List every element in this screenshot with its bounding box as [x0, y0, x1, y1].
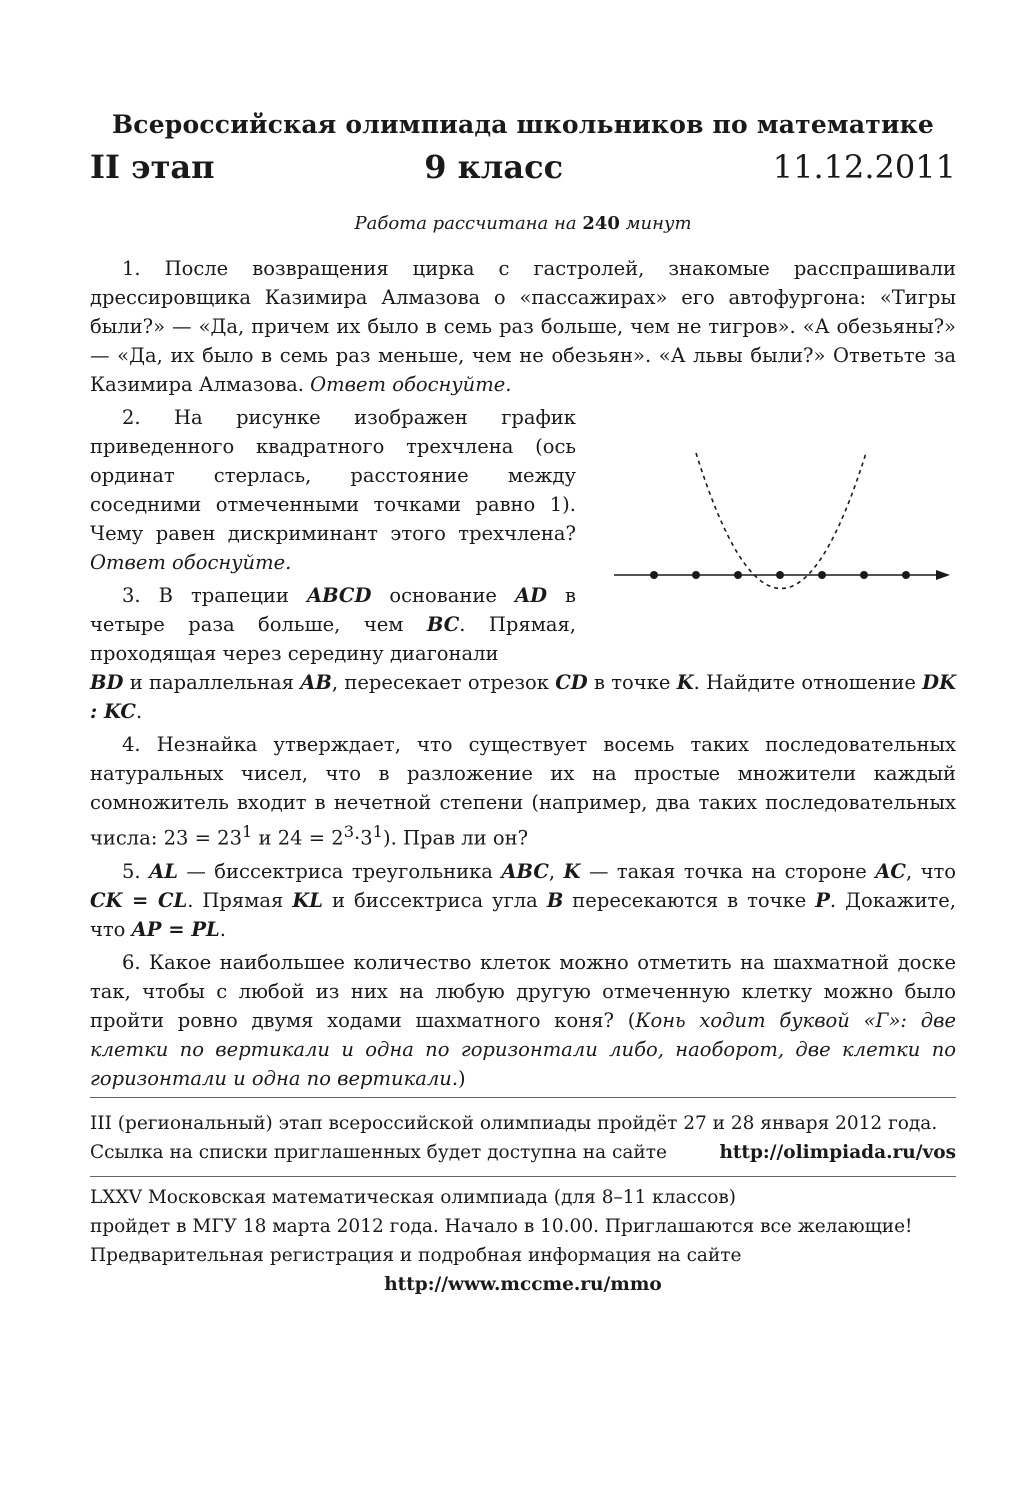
page-title: Всероссийская олимпиада школьников по математике	[111, 110, 935, 139]
math-bd: BD	[90, 671, 124, 694]
problem-1	[90, 254, 956, 399]
duration-line	[90, 213, 956, 234]
problem-3-text: . Прямая, проходящая через середину диагонали	[90, 613, 576, 665]
regional-note-line-1: III (региональный) этап всероссийской олимпиады пройдёт 27 и 28 января 2012 года.	[90, 1113, 938, 1134]
regional-note-text: Ссылка на списки приглашенных будет доступна на сайте	[90, 1142, 667, 1163]
moscow-link-row	[90, 1270, 956, 1299]
regional-note	[90, 1109, 956, 1167]
problem-5-text: , что	[905, 859, 957, 883]
problem-6	[90, 948, 956, 1093]
math-ab: AB	[300, 671, 332, 694]
subheader	[90, 148, 956, 186]
math-k: K	[676, 671, 694, 694]
problem-3-continued	[90, 668, 956, 726]
problem-3	[90, 581, 576, 668]
math-al: AL	[149, 859, 178, 883]
problem-5-text: .	[219, 917, 226, 941]
exponent: 1	[372, 822, 383, 841]
problem-3-text: в четыре раза больше, чем	[90, 584, 576, 636]
problem-3-text: .	[135, 700, 143, 723]
exponent: 1	[241, 822, 253, 841]
axis-point	[650, 571, 658, 579]
problem-1-text: 1. После возвращения цирка с гастролей, знакомые расспрашивали дрессировщика Казимира Алмазова о «пассажирах» его автофургона: «Тигры были?» — «Да, причем их было в семь раз больше, чем не тигров». «А обезьяны?» — «Да, их было в семь раз меньше, чем не обезьян». «А львы были?» Ответьте за Казимира Алмазова.	[90, 257, 956, 396]
problem-1-emphasis: Ответ обоснуйте.	[310, 373, 512, 396]
problem-5	[90, 857, 956, 944]
math-cd: CD	[555, 671, 588, 694]
problem-6-text: 6. Какое наибольшее количество клеток можно отметить на шахматной доске так, чтобы с любой из них на любую другую отмеченную клетку можно было пройти ровно двумя ходами шахматного коня? (	[90, 950, 956, 1032]
divider	[90, 1176, 956, 1177]
problem-3-text: 3. В трапеции	[122, 584, 289, 607]
example-1: 23 = 23	[163, 826, 242, 850]
exponent: 3	[343, 822, 355, 841]
duration-suffix: минут	[625, 213, 692, 234]
example-2: ·3	[354, 826, 373, 850]
problem-list	[90, 254, 956, 1097]
math-eq-ck-cl: CK = CL	[90, 888, 188, 912]
math-p: P	[815, 888, 830, 912]
duration-minutes: 240	[582, 213, 620, 234]
problem-3-text: и параллельная	[129, 671, 294, 694]
math-ad: AD	[514, 584, 547, 607]
problem-6-text: )	[458, 1066, 466, 1090]
moscow-note-line-1: LXXV Московская математическая олимпиада (для 8–11 классов)	[90, 1187, 736, 1208]
problem-2-emphasis: Ответ обоснуйте.	[90, 551, 292, 574]
regional-note-line-2	[90, 1138, 956, 1167]
grade-label: 9 класс	[424, 148, 564, 186]
stage-label: II этап	[90, 148, 215, 186]
math-ratio: DK : KC	[90, 671, 957, 723]
axis-point	[902, 571, 910, 579]
problem-5-text: пересекаются в точке	[572, 888, 807, 912]
moscow-link[interactable]: http://www.mccme.ru/mmo	[384, 1274, 662, 1295]
math-bc: BC	[426, 613, 460, 636]
moscow-note-line-3: Предварительная регистрация и подробная информация на сайте	[90, 1245, 742, 1266]
problem-3-text: , пересекает отрезок	[331, 671, 549, 694]
problem-6-emphasis: Конь ходит буквой «Г»: две клетки по вертикали и одна по горизонтали либо, наоборот, две клетки по горизонтали и одна по вертикали.	[90, 1008, 956, 1090]
problem-5-text: . Докажите, что	[90, 888, 956, 941]
problem-5-text: . Прямая	[187, 888, 284, 912]
duration-prefix: Работа рассчитана на	[354, 213, 577, 234]
problem-5-text: 5.	[122, 859, 141, 883]
math-kl: KL	[292, 888, 323, 912]
axis-point	[692, 571, 700, 579]
problem-5-text: и биссектриса угла	[331, 888, 538, 912]
problem-5-text: ,	[548, 859, 556, 883]
regional-link[interactable]: http://olimpiada.ru/vos	[719, 1142, 956, 1163]
axis-point	[818, 571, 826, 579]
problem-4	[90, 730, 956, 853]
math-b: B	[546, 888, 564, 912]
problem-2	[90, 403, 576, 577]
divider	[90, 1097, 956, 1098]
problem-3-text: основание	[389, 584, 497, 607]
date-label: 11.12.2011	[772, 148, 956, 186]
problem-5-text: — такая точка на стороне	[588, 859, 867, 883]
problem-4-text: 4. Незнайка утверждает, что существует восемь таких последовательных натуральных чисел, что в разложение их на простые множители каждый сомножитель входит в нечетной степени (например, два таких последовательных числа:	[90, 733, 956, 850]
axis-point	[734, 571, 742, 579]
axis-point	[860, 571, 868, 579]
math-k: K	[563, 859, 581, 883]
math-ac: AC	[875, 859, 906, 883]
example-2: 24 = 2	[277, 826, 344, 850]
problem-4-text: и	[258, 826, 272, 850]
math-abc: ABC	[501, 859, 549, 883]
axis-point	[776, 571, 784, 579]
problem-2-block	[90, 403, 956, 668]
moscow-note-line-2: пройдет в МГУ 18 марта 2012 года. Начало в 10.00. Приглашаются все желающие!	[90, 1216, 913, 1237]
moscow-note	[90, 1183, 956, 1299]
math-eq-ap-pl: AP = PL	[131, 917, 220, 941]
problem-4-text: ). Прав ли он?	[383, 826, 529, 850]
axis-arrow-icon	[936, 570, 950, 580]
problem-3-text: . Найдите отношение	[693, 671, 916, 694]
math-abcd: ABCD	[306, 584, 372, 607]
problem-5-text: — биссектриса треугольника	[186, 859, 493, 883]
parabola-curve	[696, 453, 866, 589]
parabola-graph	[610, 419, 950, 609]
problem-3-text: в точке	[593, 671, 671, 694]
problem-2-text: 2. На рисунке изображен график приведенного квадратного трехчлена (ось ординат стерлась, расстояние между соседними отмеченными точками равно 1). Чему равен дискриминант этого трехчлена?	[90, 406, 576, 545]
